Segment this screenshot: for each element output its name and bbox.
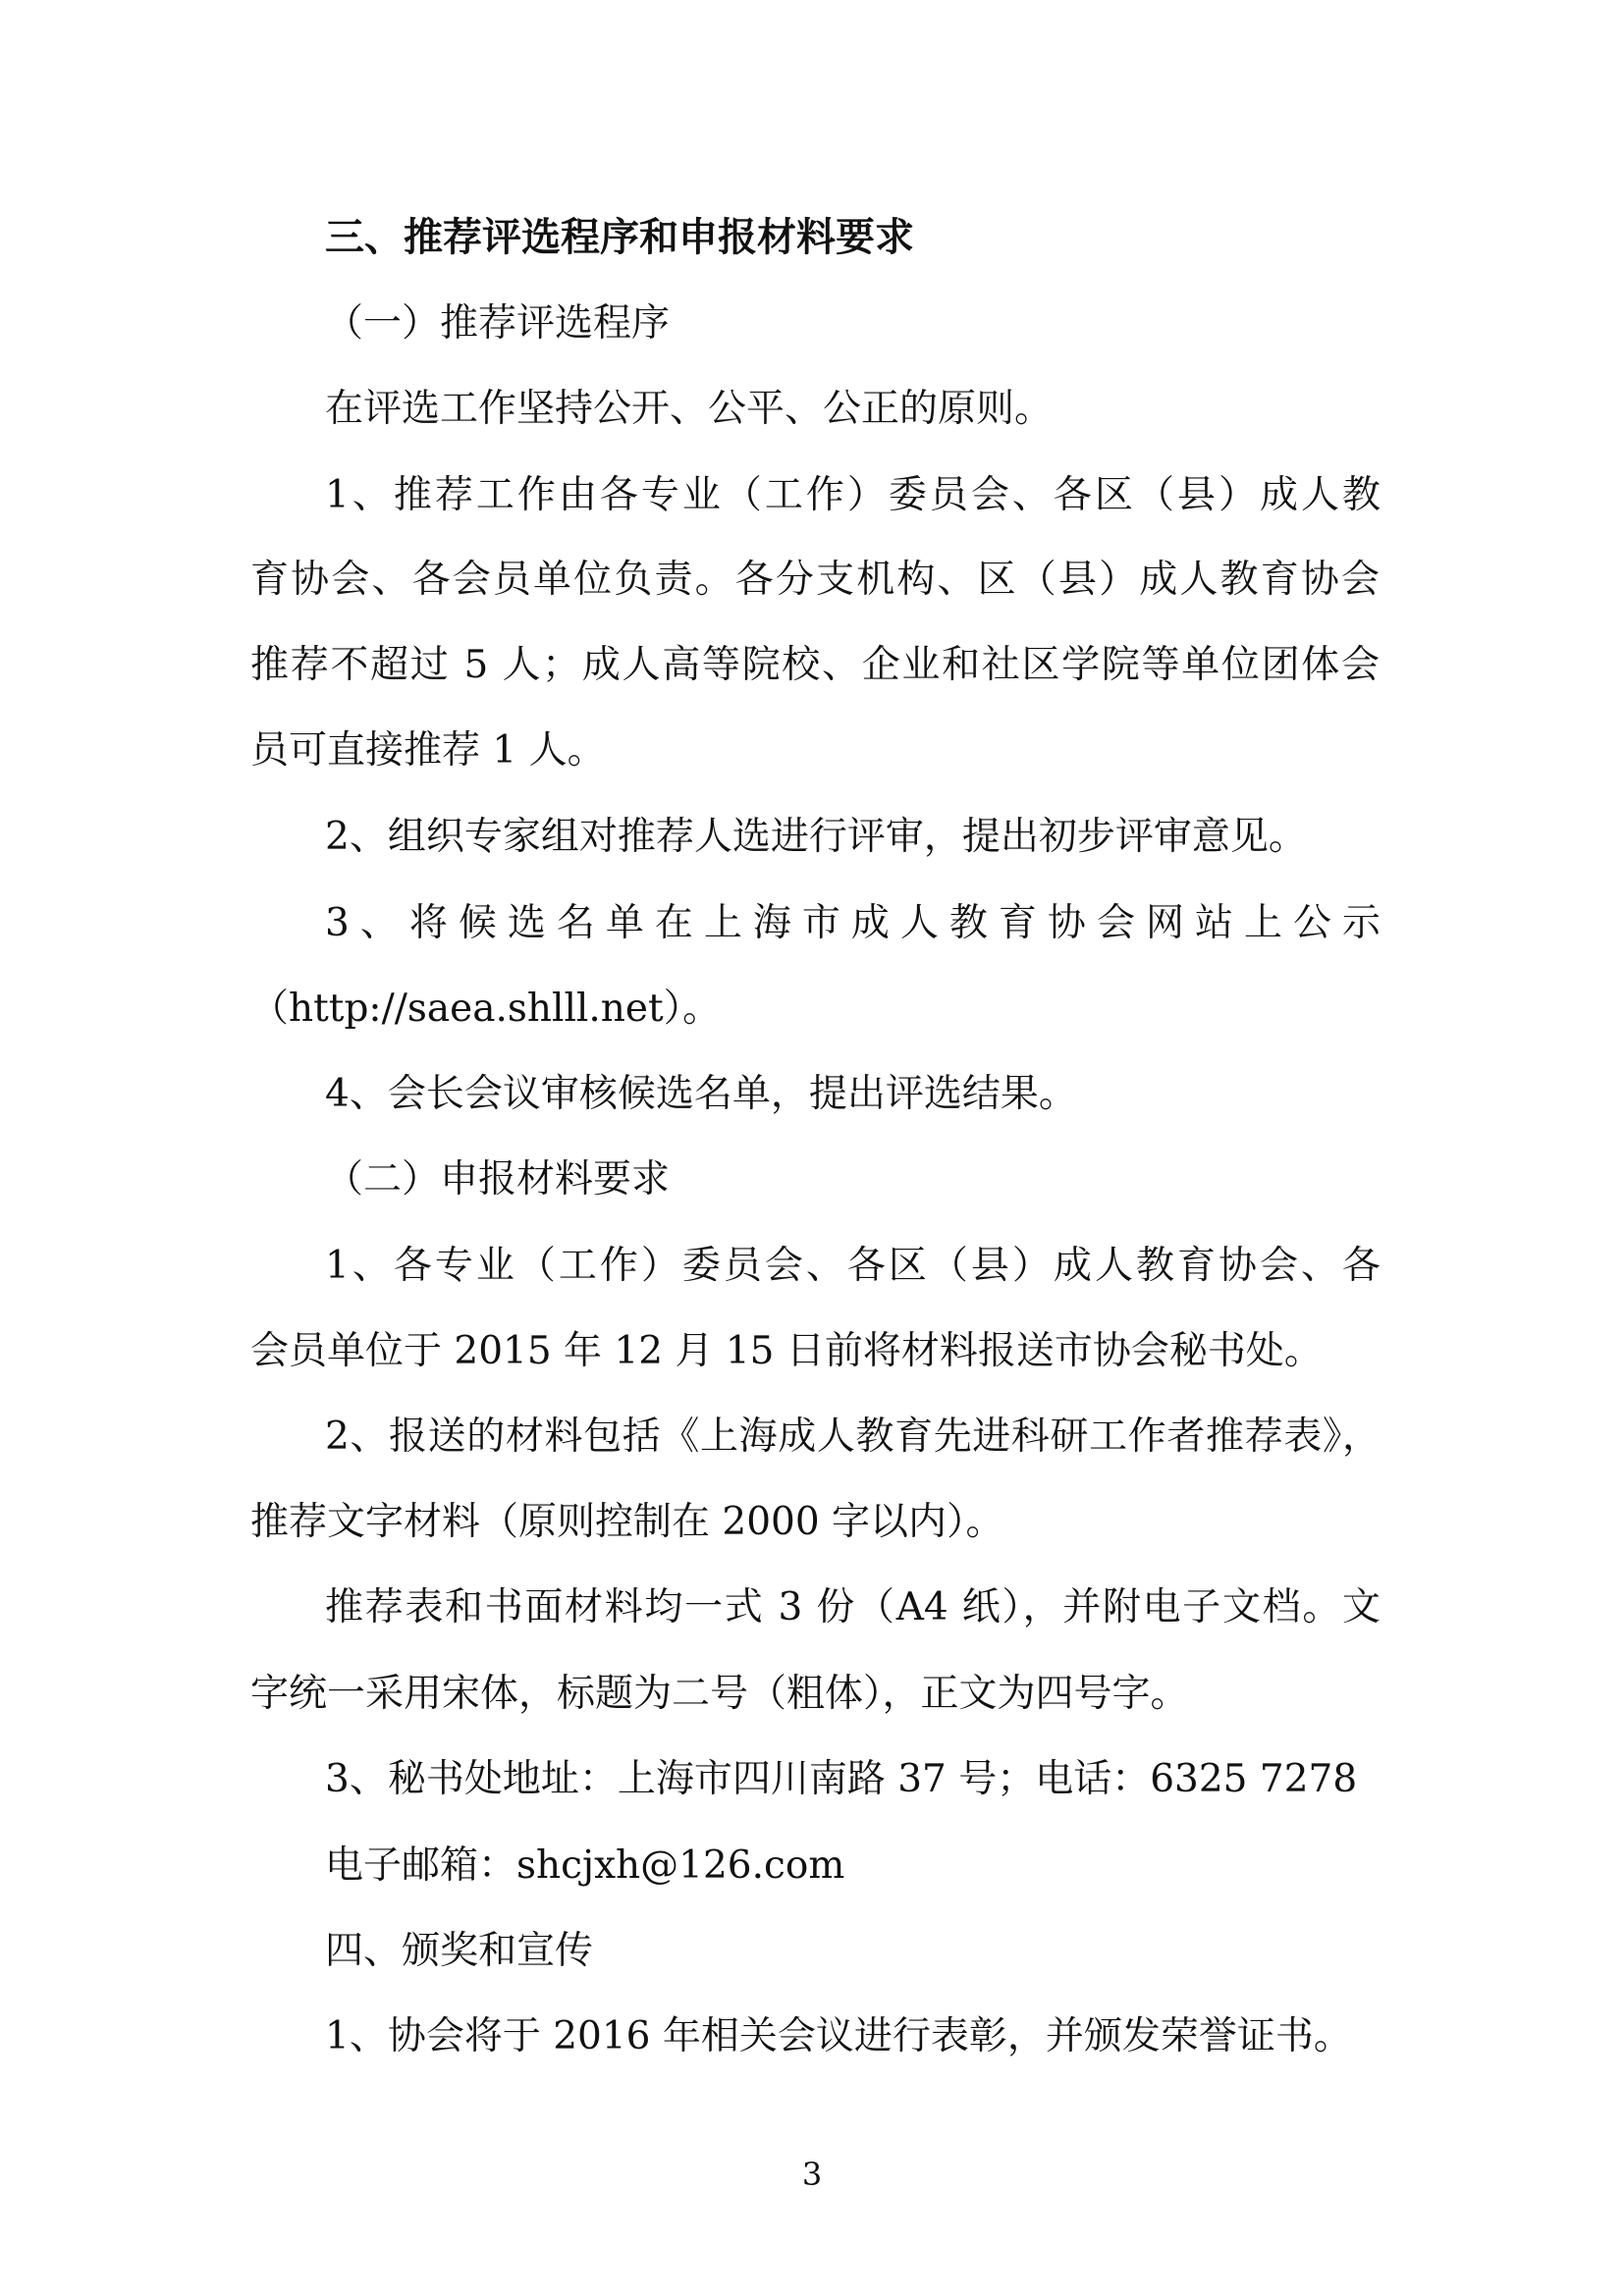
email-line: 电子邮箱：shcjxh@126.com xyxy=(325,1843,845,1888)
section-three-heading: 三、推荐评选程序和申报材料要求 xyxy=(325,215,914,260)
item3-line1: 3、将候选名单在上海市成人教育协会网站上公示 xyxy=(325,901,1380,945)
format-line1: 推荐表和书面材料均一式 3 份（A4 纸），并附电子文档。文 xyxy=(325,1585,1380,1629)
format-line2: 字统一采用宋体，标题为二号（粗体），正文为四号字。 xyxy=(250,1672,1189,1716)
req1-line1: 1、各专业（工作）委员会、各区（县）成人教育协会、各 xyxy=(325,1244,1380,1288)
item1-line3: 推荐不超过 5 人；成人高等院校、企业和社区学院等单位团体会 xyxy=(250,643,1380,687)
subsection-two-heading: （二）申报材料要求 xyxy=(325,1157,671,1201)
section-four-heading: 四、颁奖和宣传 xyxy=(325,1929,594,1973)
item4-paragraph: 4、会长会议审核候选名单，提出评选结果。 xyxy=(325,1072,1077,1116)
subsection-one-heading: （一）推荐评选程序 xyxy=(325,301,671,346)
req2-line1: 2、报送的材料包括《上海成人教育先进科研工作者推荐表》， xyxy=(325,1415,1380,1459)
item2-paragraph: 2、组织专家组对推荐人选进行评审，提出初步评审意见。 xyxy=(325,815,1307,859)
item1-line1: 1、推荐工作由各专业（工作）委员会、各区（县）成人教 xyxy=(325,473,1380,517)
award-paragraph: 1、协会将于 2016 年相关会议进行表彰，并颁发荣誉证书。 xyxy=(325,2014,1352,2058)
page-number: 3 xyxy=(801,2156,823,2193)
secretariat-address: 3、秘书处地址：上海市四川南路 37 号；电话：6325 7278 xyxy=(325,1757,1358,1801)
item1-line4: 员可直接推荐 1 人。 xyxy=(250,728,606,773)
req2-line2: 推荐文字材料（原则控制在 2000 字以内）。 xyxy=(250,1500,1004,1544)
item3-line2: （http://saea.shlll.net）。 xyxy=(250,987,722,1031)
item1-line2: 育协会、各会员单位负责。各分支机构、区（县）成人教育协会 xyxy=(250,558,1380,602)
req1-line2: 会员单位于 2015 年 12 月 15 日前将材料报送市协会秘书处。 xyxy=(250,1329,1323,1373)
principle-paragraph: 在评选工作坚持公开、公平、公正的原则。 xyxy=(325,387,1054,431)
